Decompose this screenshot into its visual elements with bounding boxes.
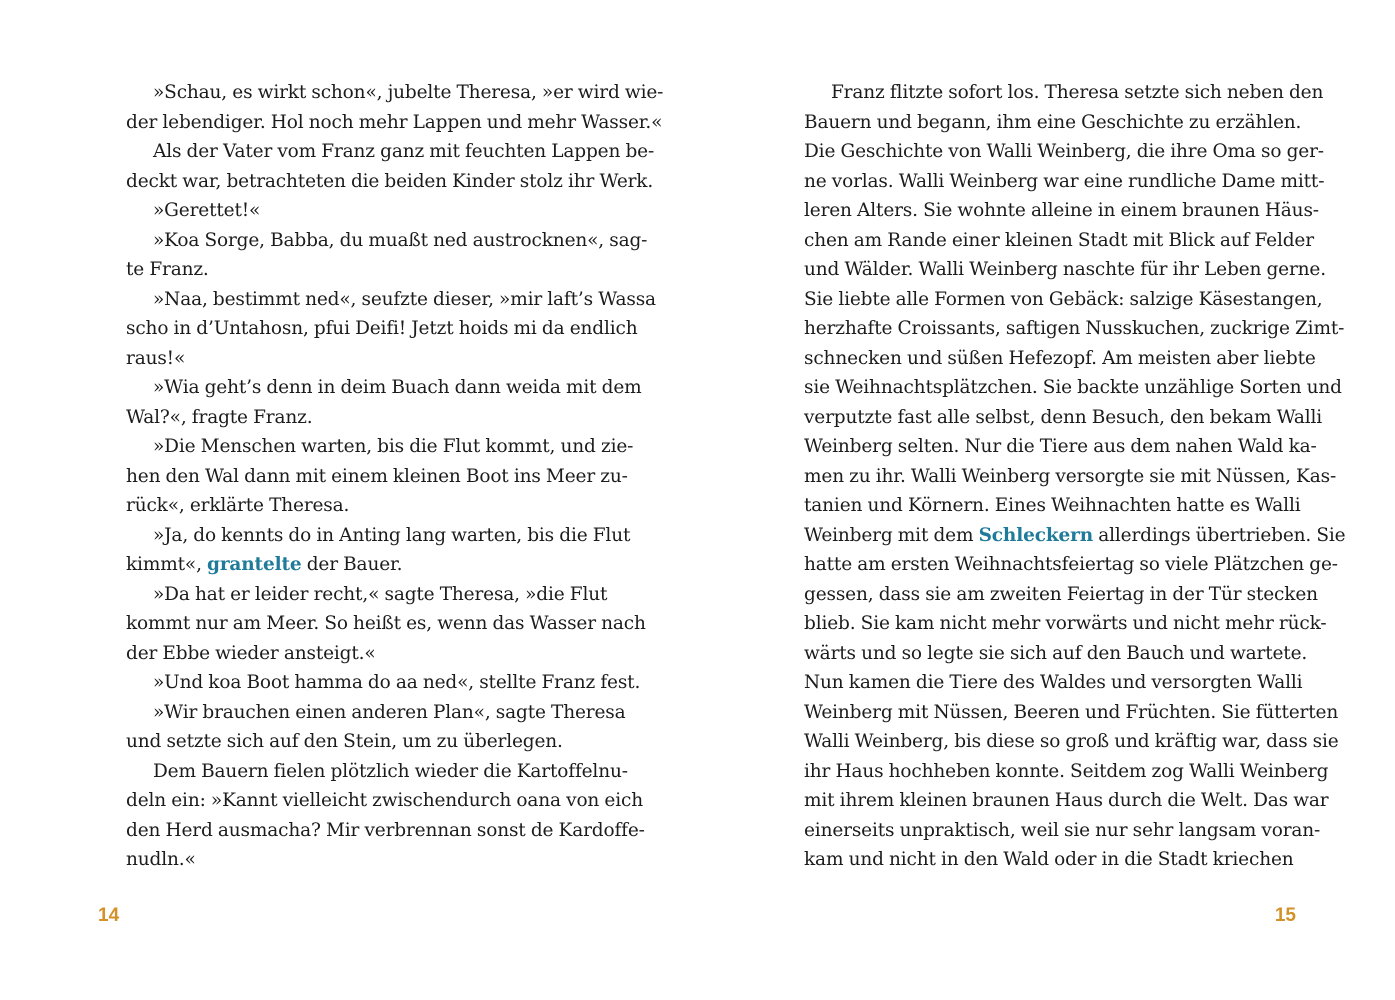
text-line: leren Alters. Sie wohnte alleine in einem braunen Häus-: [804, 200, 1319, 221]
text-line: kommt nur am Meer. So heißt es, wenn das Wasser nach: [126, 613, 646, 634]
text-line: chen am Rande einer kleinen Stadt mit Blick auf Felder: [804, 229, 1314, 251]
text-line: wärts und so legte sie sich auf den Bauch und wartete.: [804, 642, 1308, 664]
text-line: deckt war, betrachteten die beiden Kinder stolz ihr Werk.: [126, 170, 654, 192]
text-line: te Franz.: [126, 259, 209, 280]
text-line: [804, 521, 1346, 551]
text-line: »Schau, es wirkt schon«, jubelte Theresa, »er wird wie-: [153, 82, 664, 103]
text-line: kam und nicht in den Wald oder in die Stadt kriechen: [804, 849, 1294, 870]
text-line: einerseits unpraktisch, weil sie nur sehr langsam voran-: [804, 819, 1321, 841]
text-line: »Ja, do kennts do in Anting lang warten, bis die Flut: [153, 524, 631, 546]
text-line: hatte am ersten Weihnachtsfeiertag so viele Plätzchen ge-: [804, 554, 1338, 575]
text-line: »Gerettet!«: [153, 200, 261, 221]
text-line: »Und koa Boot hamma do aa ned«, stellte Franz fest.: [153, 672, 641, 693]
text-line: Nun kamen die Tiere des Waldes und versorgten Walli: [804, 672, 1303, 693]
text-line: scho in d’Untahosn, pfui Deifi! Jetzt hoids mi da endlich: [126, 318, 638, 339]
text-line: men zu ihr. Walli Weinberg versorgte sie mit Nüssen, Kas-: [804, 465, 1337, 487]
left-page-text: [126, 78, 664, 875]
page-number-right: 15: [1274, 905, 1296, 926]
text-segment: kimmt«,: [126, 554, 208, 575]
text-line: Sie liebte alle Formen von Gebäck: salzige Käsestangen,: [804, 288, 1323, 310]
text-line: Bauern und begann, ihm eine Geschichte zu erzählen.: [804, 111, 1302, 133]
left-page: [0, 0, 697, 1000]
text-line: nudln.«: [126, 849, 196, 870]
text-line: »Wia geht’s denn in deim Buach dann weida mit dem: [153, 377, 642, 398]
highlighted-word: Schleckern: [978, 524, 1094, 546]
text-segment: der Bauer.: [301, 554, 403, 575]
text-line: ihr Haus hochheben konnte. Seitdem zog Walli Weinberg: [804, 760, 1329, 782]
right-page-text: [804, 78, 1346, 875]
text-line: verputzte fast alle selbst, denn Besuch, den bekam Walli: [804, 406, 1323, 428]
text-line: »Die Menschen warten, bis die Flut kommt, und zie-: [153, 436, 634, 457]
text-line: den Herd ausmacha? Mir verbrennan sonst de Kardoffe-: [126, 819, 645, 841]
text-line: blieb. Sie kam nicht mehr vorwärts und nicht mehr rück-: [804, 613, 1327, 634]
text-line: und setzte sich auf den Stein, um zu überlegen.: [126, 731, 563, 752]
text-line: [126, 550, 591, 580]
text-line: Die Geschichte von Walli Weinberg, die ihre Oma so ger-: [804, 141, 1324, 162]
text-line: herzhafte Croissants, saftigen Nusskuchen, zuckrige Zimt-: [804, 318, 1345, 339]
highlighted-word: grantelte: [207, 554, 302, 575]
text-line: »Da hat er leider recht,« sagte Theresa, »die Flut: [153, 583, 608, 605]
text-segment: allerdings übertrieben. Sie: [1093, 524, 1346, 546]
text-line: »Wir brauchen einen anderen Plan«, sagte Theresa: [153, 701, 626, 723]
text-line: hen den Wal dann mit einem kleinen Boot ins Meer zu-: [126, 465, 628, 487]
text-line: Wal?«, fragte Franz.: [126, 406, 313, 428]
text-line: Weinberg mit Nüssen, Beeren und Früchten. Sie fütterten: [804, 701, 1339, 723]
text-line: mit ihrem kleinen braunen Haus durch die Welt. Das war: [804, 790, 1329, 811]
text-line: ne vorlas. Walli Weinberg war eine rundliche Dame mitt-: [804, 170, 1325, 192]
text-line: schnecken und süßen Hefezopf. Am meisten aber liebte: [804, 347, 1316, 369]
text-line: Weinberg selten. Nur die Tiere aus dem nahen Wald ka-: [804, 436, 1317, 457]
text-line: »Koa Sorge, Babba, du muaßt ned austrocknen«, sag-: [153, 229, 648, 251]
right-page: [698, 0, 1395, 1000]
text-segment: Weinberg mit dem: [804, 524, 979, 546]
text-line: Walli Weinberg, bis diese so groß und kräftig war, dass sie: [804, 731, 1339, 752]
text-line: Dem Bauern fielen plötzlich wieder die Kartoffelnu-: [153, 760, 628, 782]
page-number-left: 14: [98, 905, 120, 926]
text-line: gessen, dass sie am zweiten Feiertag in der Tür stecken: [804, 583, 1318, 605]
text-line: und Wälder. Walli Weinberg naschte für ihr Leben gerne.: [804, 259, 1326, 280]
text-line: tanien und Körnern. Eines Weihnachten hatte es Walli: [804, 495, 1301, 516]
text-line: Als der Vater vom Franz ganz mit feuchten Lappen be-: [153, 141, 655, 162]
text-line: rück«, erklärte Theresa.: [126, 495, 350, 516]
text-line: der lebendiger. Hol noch mehr Lappen und mehr Wasser.«: [126, 111, 663, 133]
text-line: deln ein: »Kannt vielleicht zwischendurch oana von eich: [126, 790, 643, 811]
text-line: der Ebbe wieder ansteigt.«: [126, 642, 376, 664]
text-line: raus!«: [126, 347, 186, 369]
text-line: Franz flitzte sofort los. Theresa setzte sich neben den: [831, 82, 1324, 103]
text-line: »Naa, bestimmt ned«, seufzte dieser, »mir laft’s Wassa: [153, 288, 656, 310]
text-line: sie Weihnachtsplätzchen. Sie backte unzählige Sorten und: [804, 377, 1342, 398]
